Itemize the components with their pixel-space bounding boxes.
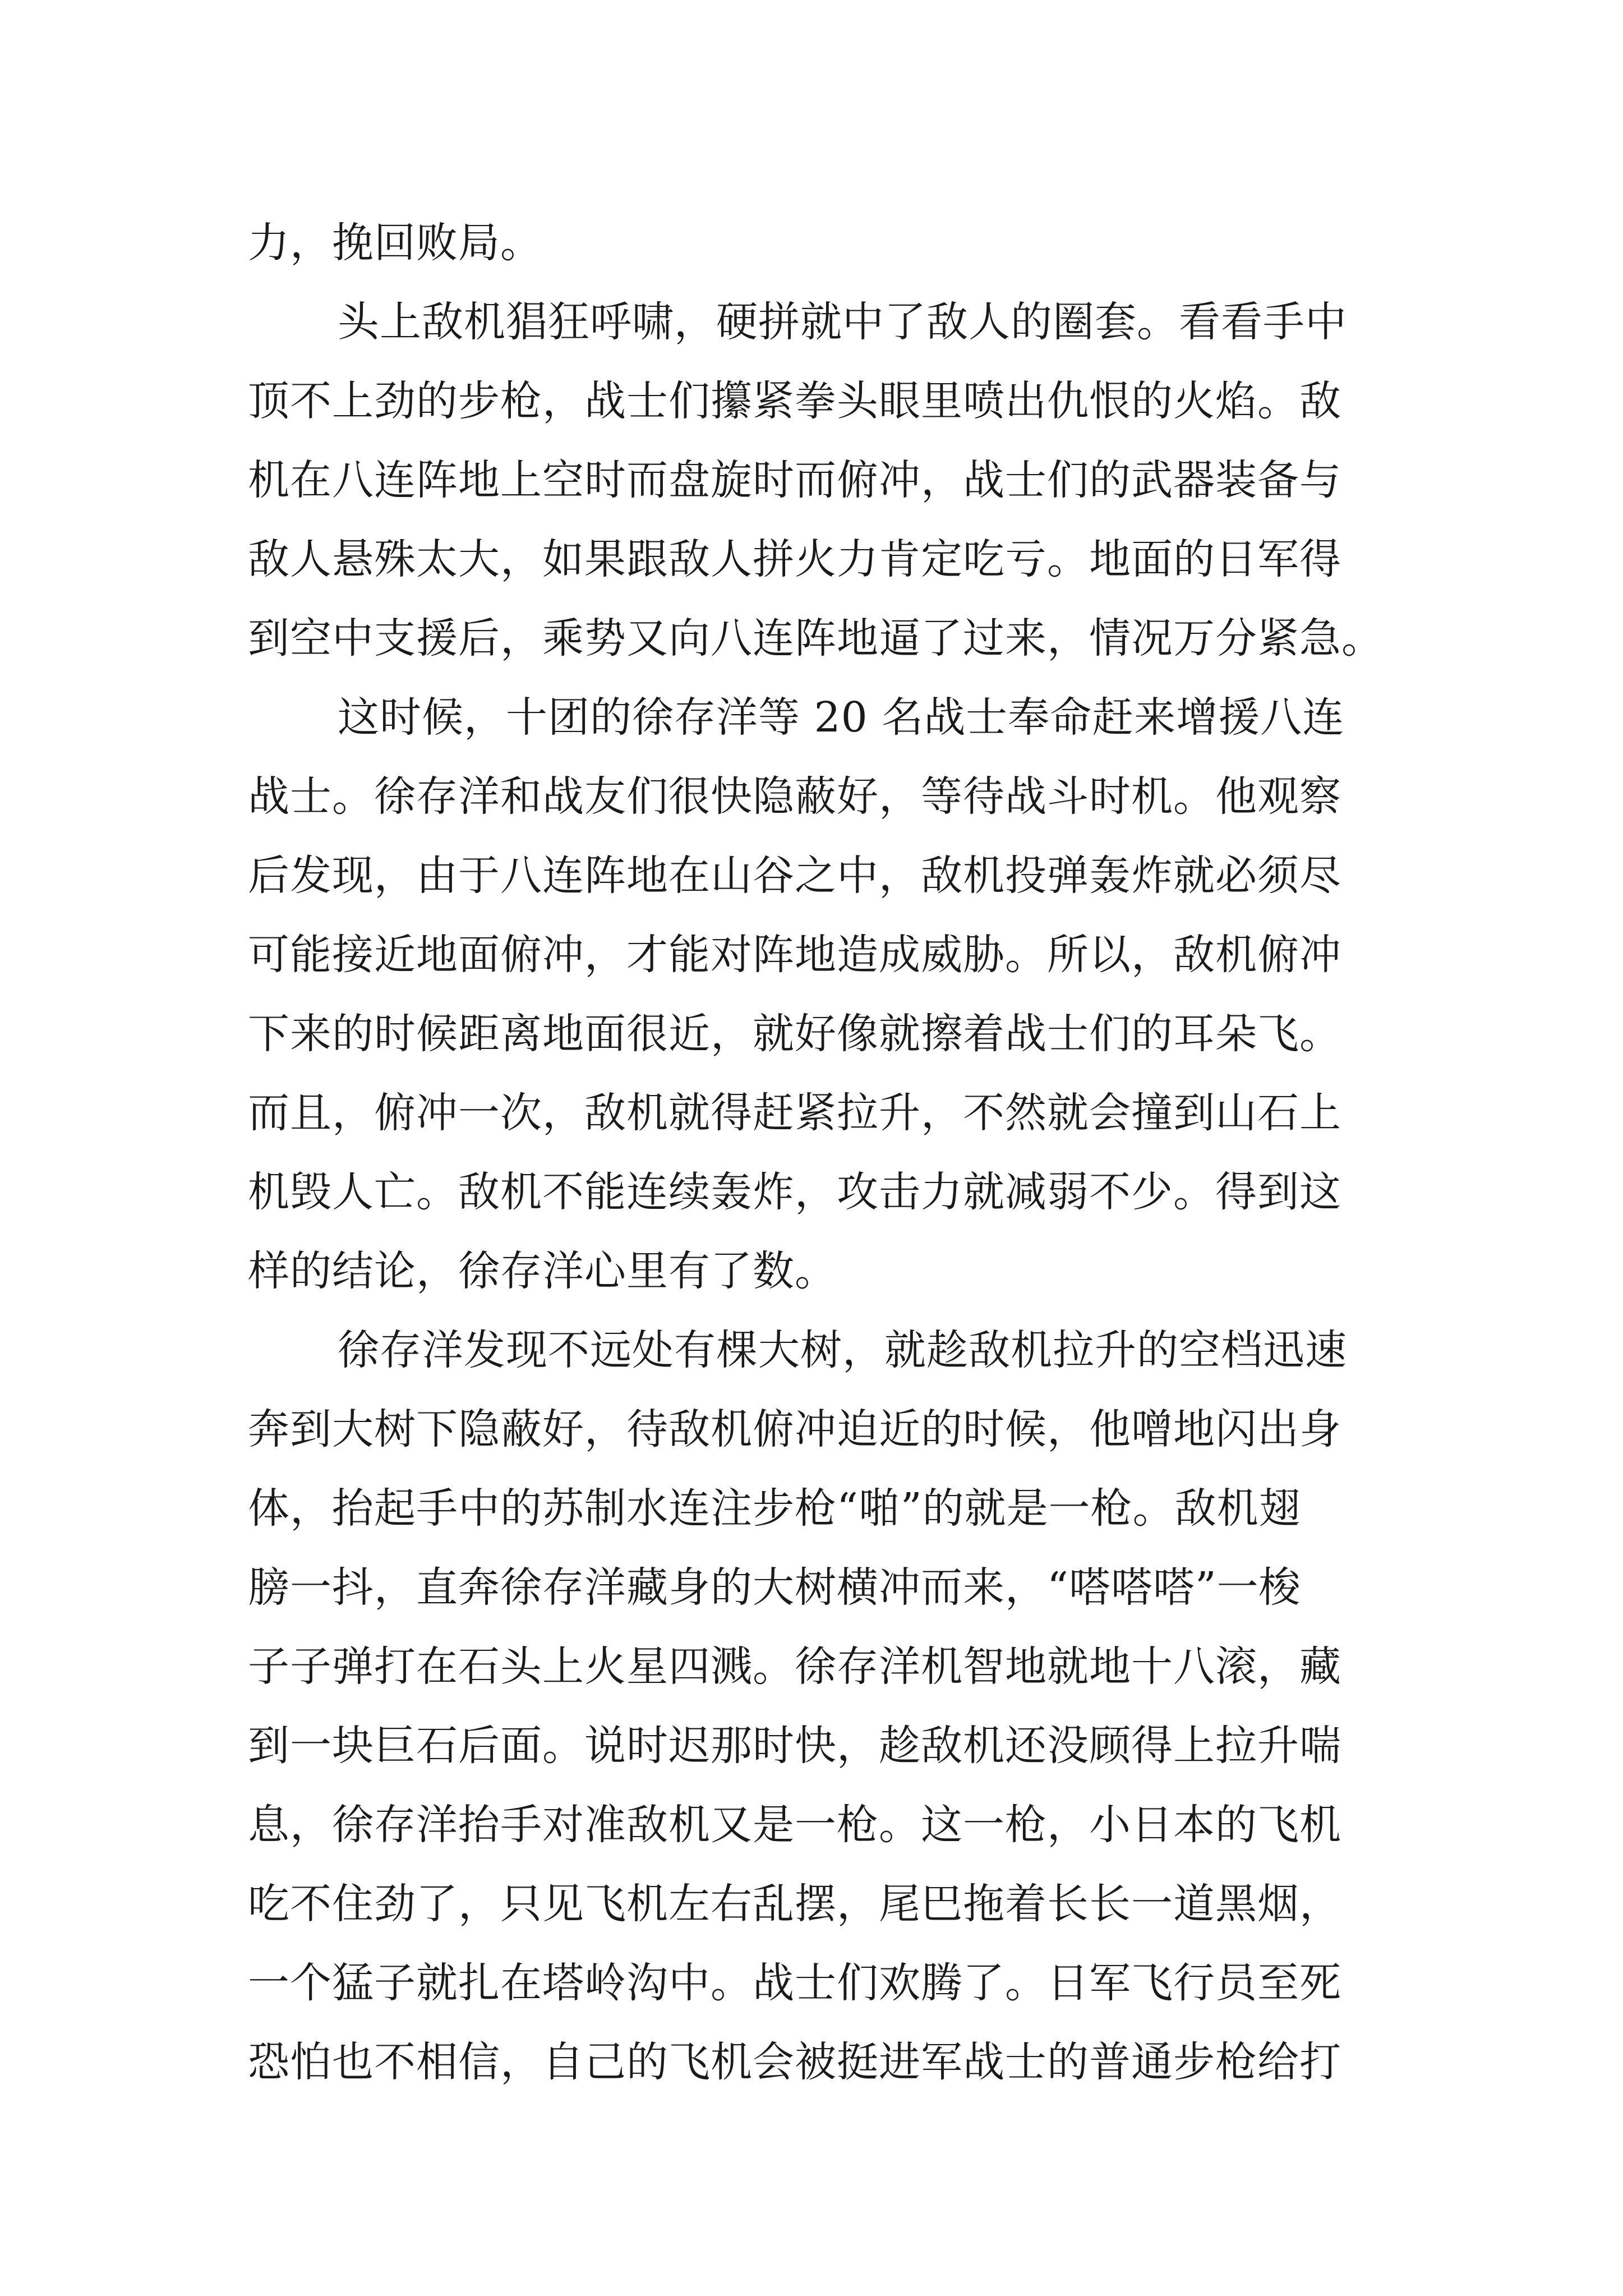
text-line: 奔到大树下隐蔽好，待敌机俯冲迫近的时候，他噌地闪出身: [248, 1405, 1341, 1453]
text-line: 息，徐存洋抬手对准敌机又是一枪。这一枪，小日本的飞机: [248, 1801, 1341, 1849]
text-line: 敌人悬殊太大，如果跟敌人拼火力肯定吃亏。地面的日军得: [248, 535, 1341, 583]
text-line: 机在八连阵地上空时而盘旋时而俯冲，战士们的武器装备与: [248, 456, 1341, 504]
text-line: 下来的时候距离地面很近，就好像就擦着战士们的耳朵飞。: [248, 1010, 1341, 1058]
text-line: 顶不上劲的步枪，战士们攥紧拳头眼里喷出仇恨的火焰。敌: [248, 377, 1341, 425]
text-line: 这时候，十团的徐存洋等 20 名战士奉命赶来增援八连: [338, 693, 1345, 742]
text-line: 机毁人亡。敌机不能连续轰炸，攻击力就减弱不少。得到这: [248, 1168, 1341, 1216]
text-line: 头上敌机猖狂呼啸，硬拼就中了敌人的圈套。看看手中: [338, 298, 1347, 346]
text-line: 后发现，由于八连阵地在山谷之中，敌机投弹轰炸就必须尽: [248, 852, 1341, 900]
text-line: 吃不住劲了，只见飞机左右乱摆，尾巴拖着长长一道黑烟，: [248, 1880, 1341, 1928]
text-line: 样的结论，徐存洋心里有了数。: [248, 1247, 837, 1295]
text-line: 徐存洋发现不远处有棵大树，就趁敌机拉升的空档迅速: [338, 1326, 1347, 1374]
text-line: 到空中支援后，乘势又向八连阵地逼了过来，情况万分紧急。: [248, 614, 1384, 662]
text-line: 可能接近地面俯冲，才能对阵地造成威胁。所以，敌机俯冲: [248, 931, 1341, 979]
text-line: 恐怕也不相信，自己的飞机会被挺进军战士的普通步枪给打: [248, 2038, 1341, 2086]
text-line: 战士。徐存洋和战友们很快隐蔽好，等待战斗时机。他观察: [248, 772, 1341, 821]
text-line: 到一块巨石后面。说时迟那时快，趁敌机还没顾得上拉升喘: [248, 1722, 1341, 1770]
text-line: 膀一抖，直奔徐存洋藏身的大树横冲而来，“嗒嗒嗒”一梭: [248, 1563, 1301, 1612]
text-line: 子子弹打在石头上火星四溅。徐存洋机智地就地十八滚，藏: [248, 1642, 1341, 1691]
text-line: 体，抬起手中的苏制水连注步枪“啪”的就是一枪。敌机翅: [248, 1484, 1301, 1533]
text-line: 而且，俯冲一次，敌机就得赶紧拉升，不然就会撞到山石上: [248, 1089, 1341, 1137]
text-line: 一个猛子就扎在塔岭沟中。战士们欢腾了。日军飞行员至死: [248, 1959, 1341, 2007]
text-line: 力，挽回败局。: [248, 219, 542, 267]
